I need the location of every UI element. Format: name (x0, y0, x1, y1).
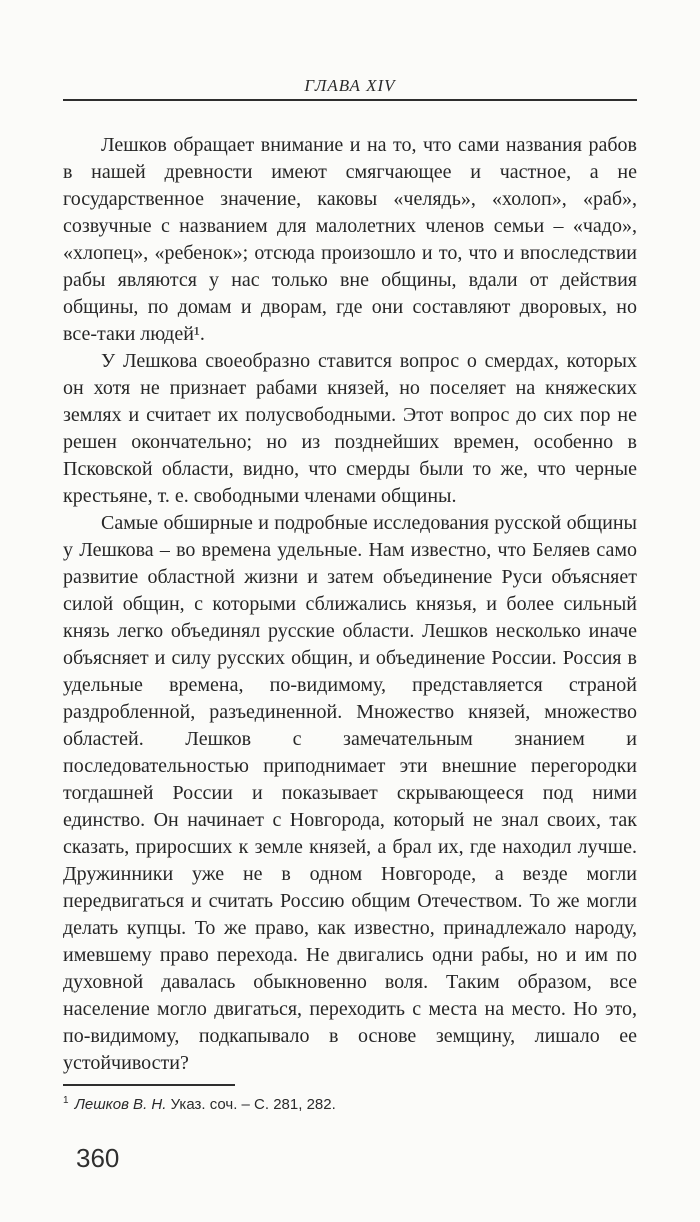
footnote-text: Указ. соч. – С. 281, 282. (170, 1096, 336, 1113)
paragraph-1: Лешков обращает внимание и на то, что сами названия рабов в нашей древности имеют смягчающее и частное, а не государственное значение, каковы «челядь», «холоп», «раб», созвучные с названием для малолетних членов семьи – «чадо», «хлопец», «ребенок»; отсюда произошло и то, что и впоследствии рабы являются у нас только вне общины, вдали от действия общины, по домам и дворам, где они составляют дворовых, но все-таки людей¹. (63, 134, 637, 345)
footnote-rule (63, 1084, 235, 1086)
footnote-author: Лешков В. Н. (74, 1096, 167, 1113)
paragraph-2: У Лешкова своеобразно ставится вопрос о смердах, которых он хотя не признает рабами князей, но поселяет на княжеских землях и считает их полусвободными. Этот вопрос до сих пор не решен окончательно; но из позднейших времен, особенно в Псковской области, видно, что смерды были то же, что черные крестьяне, т. е. свободными членами общины. (63, 350, 637, 507)
header-rule (63, 99, 637, 101)
body-text (63, 132, 637, 1077)
page-number: 360 (76, 1143, 120, 1173)
footnote (63, 1091, 637, 1115)
paragraph-3: Самые обширные и подробные исследования русской общины у Лешкова – во времена удельные. Нам известно, что Беляев само развитие областной жизни и затем объединение Руси объясняет силой общин, с которыми сближались князья, и более сильный князь легко объединял русские области. Лешков несколько иначе объясняет и силу русских общин, и объединение России. Россия в удельные времена, по-видимому, представляется страной раздробленной, разъединенной. Множество князей, множество областей. Лешков с замечательным знанием и последовательностью приподнимает эти внешние перегородки тогдашней России и показывает скрывающееся под ними единство. Он начинает с Новгорода, который не знал своих, так сказать, приросших к земле князей, а брал их, где находил лучше. Дружинники уже не в одном Новгороде, а везде могли передвигаться и считать Россию общим Отечеством. То же могли делать купцы. То же право, как известно, принадлежало народу, имевшему право перехода. Не двигались одни рабы, но и им по духовной давалась обыкновенно воля. Таким образом, все население могло двигаться, переходить с места на место. Но это, по-видимому, подкапывало в основе земщину, лишало ее устойчивости? (63, 512, 637, 1074)
chapter-title: ГЛАВА XIV (304, 76, 396, 95)
footnote-marker: 1 (63, 1095, 69, 1106)
chapter-header (0, 0, 700, 96)
